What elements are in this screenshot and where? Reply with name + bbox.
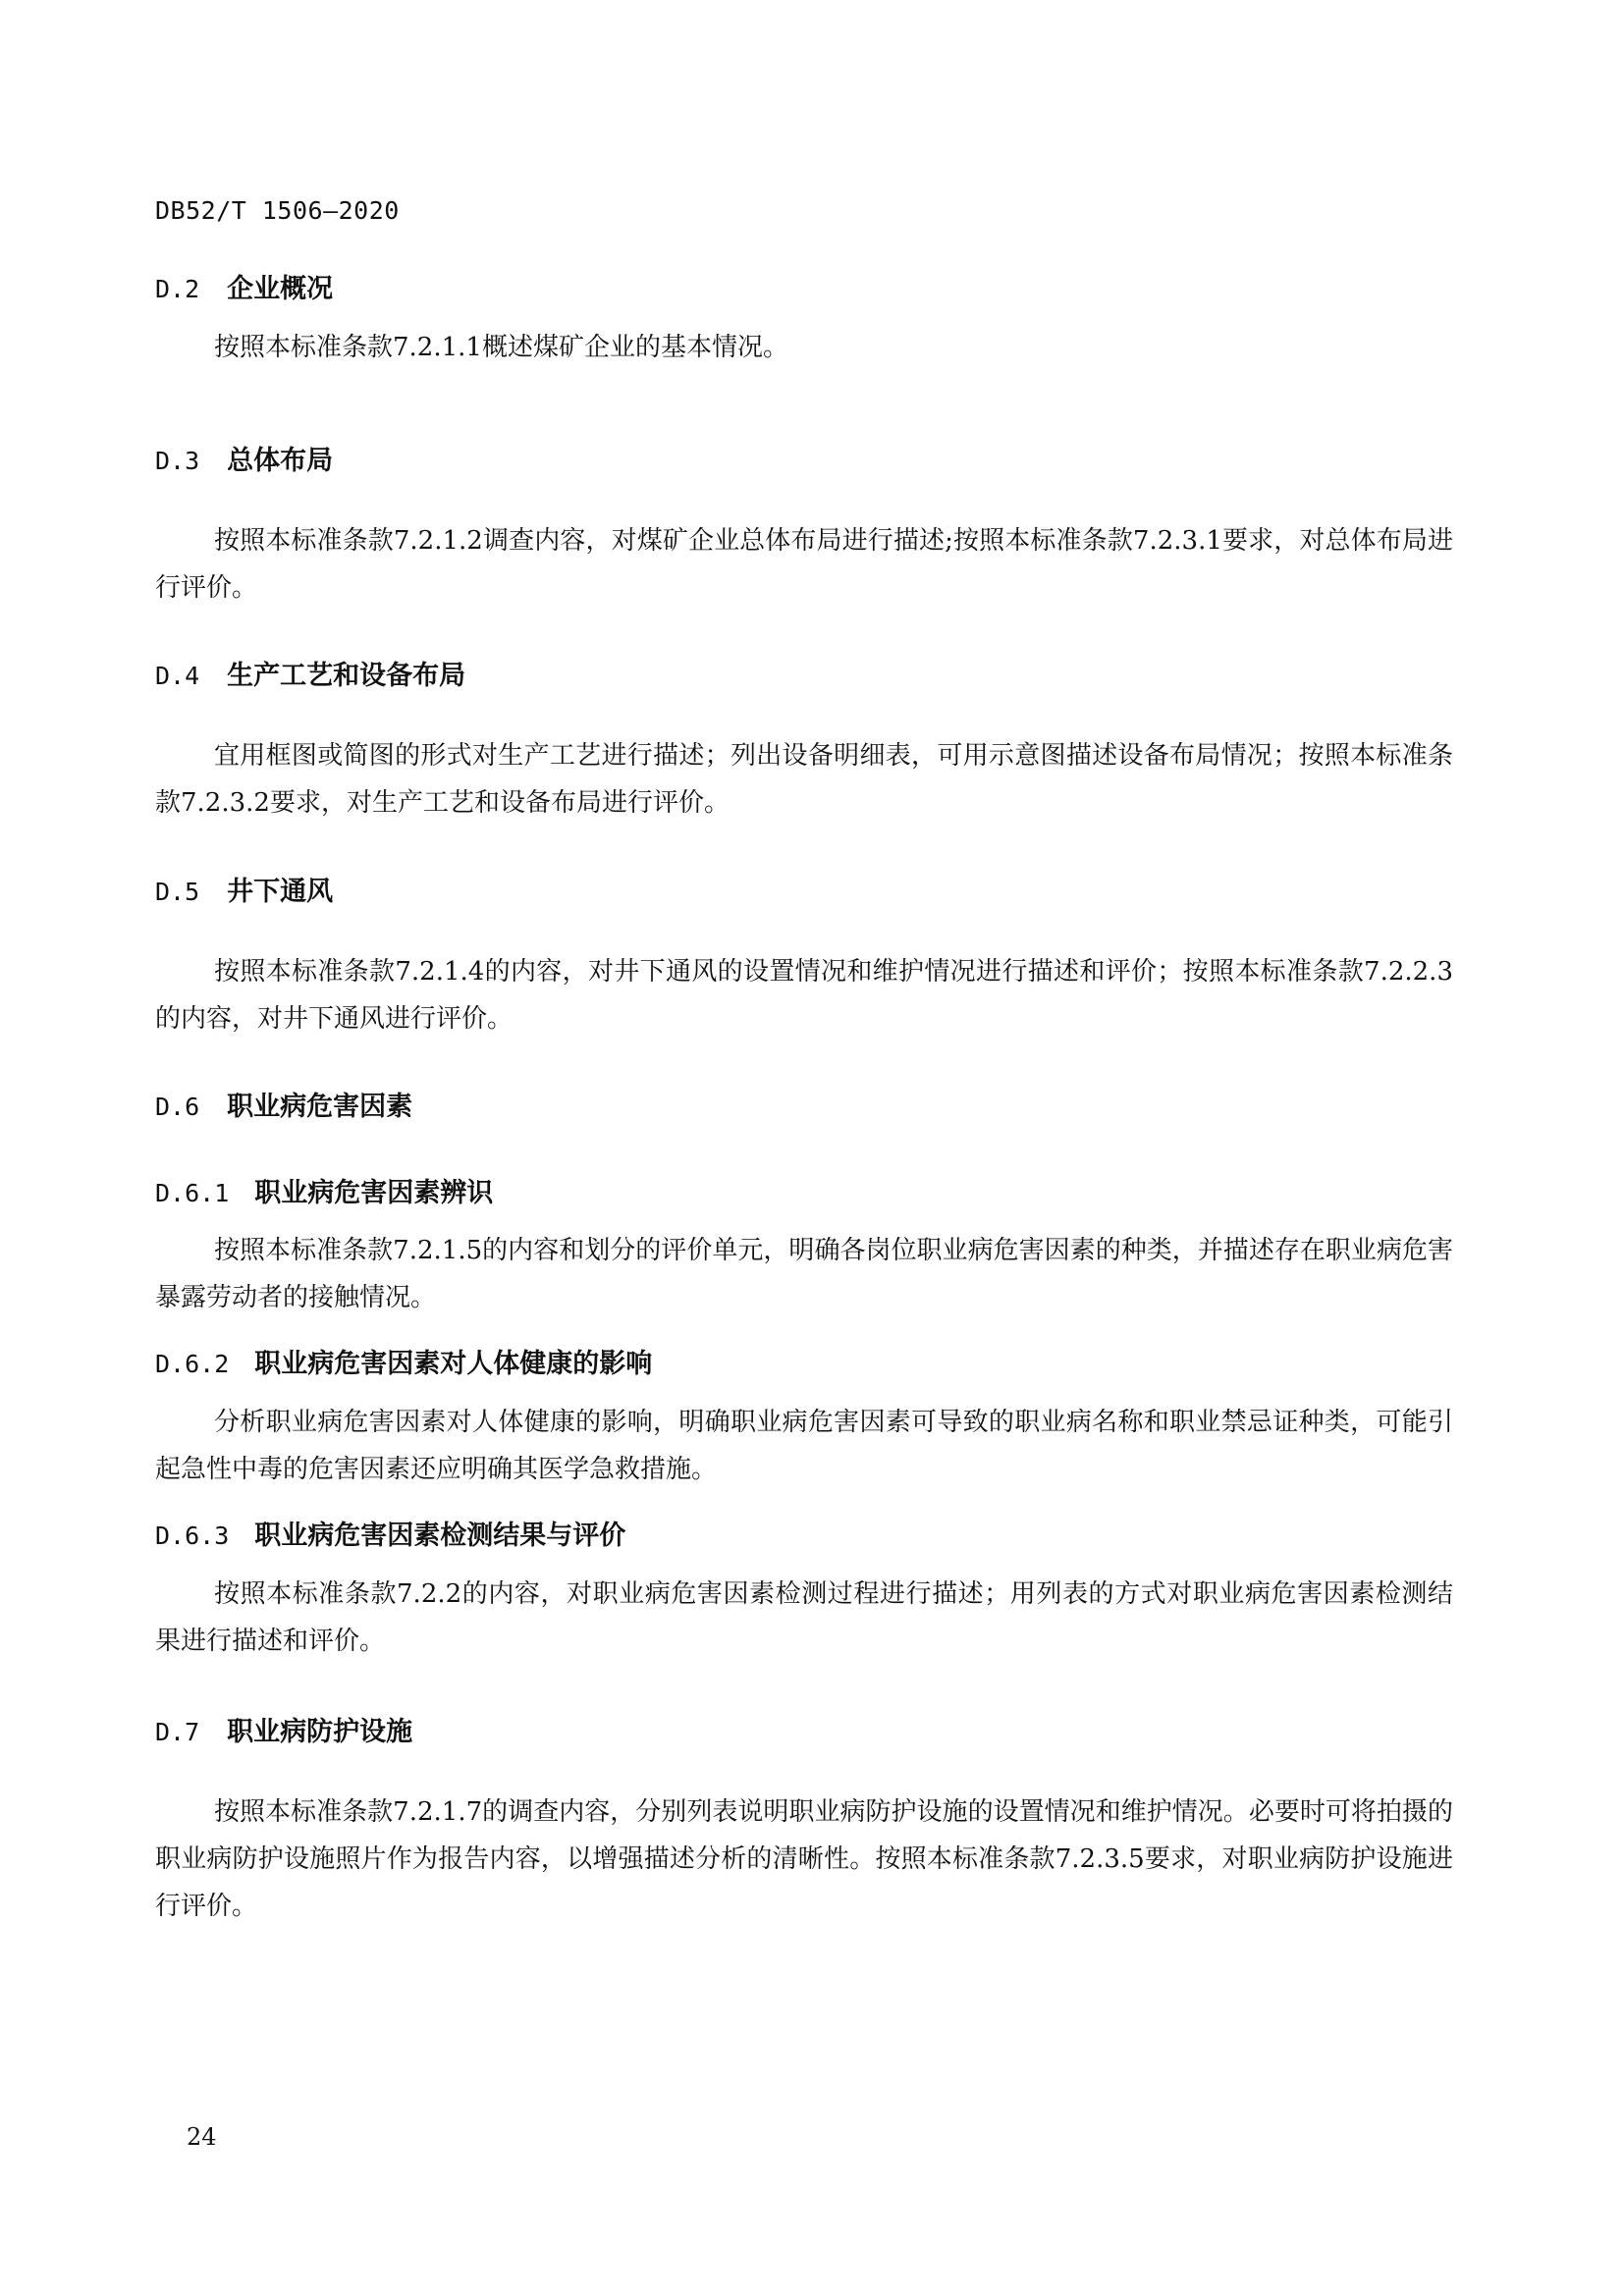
page-number: 24 [187,2123,217,2151]
section-heading-d3 [155,439,333,477]
subsection-paragraph-d62: 分析职业病危害因素对人体健康的影响，明确职业病危害因素可导致的职业病名称和职业禁忌证种类，可能引起急性中毒的危害因素还应明确其医学急救措施。 [155,1408,1453,1484]
section-paragraph-d4: 宜用框图或简图的形式对生产工艺进行描述；列出设备明细表，可用示意图描述设备布局情况；按照本标准条款7.2.3.2要求，对生产工艺和设备布局进行评价。 [155,741,1453,818]
section-number: D.2 [155,275,200,303]
section-title: 井下通风 [227,877,334,907]
section-heading-d7 [155,1710,412,1748]
section-number: D.4 [155,662,200,690]
section-title: 企业概况 [227,274,334,304]
subsection-heading-d63 [155,1514,625,1552]
subsection-heading-d61 [155,1171,493,1209]
subsection-title: 职业病危害因素检测结果与评价 [254,1521,626,1551]
subsection-paragraph-d63: 按照本标准条款7.2.2的内容，对职业病危害因素检测过程进行描述；用列表的方式对职业病危害因素检测结果进行描述和评价。 [155,1579,1453,1656]
subsection-number: D.6.2 [155,1350,230,1378]
section-title: 职业病防护设施 [227,1717,413,1747]
section-number: D.6 [155,1093,200,1121]
section-heading-d4 [155,654,465,692]
subsection-paragraph-d61: 按照本标准条款7.2.1.5的内容和划分的评价单元，明确各岗位职业病危害因素的种类，并描述存在职业病危害暴露劳动者的接触情况。 [155,1236,1453,1312]
section-heading-d5 [155,870,333,908]
section-paragraph-d2: 按照本标准条款7.2.1.1概述煤矿企业的基本情况。 [214,333,788,362]
subsection-title: 职业病危害因素对人体健康的影响 [254,1349,653,1379]
section-number: D.3 [155,447,200,475]
subsection-number: D.6.3 [155,1522,230,1550]
section-paragraph-d3: 按照本标准条款7.2.1.2调查内容，对煤矿企业总体布局进行描述;按照本标准条款7.2.3.1要求，对总体布局进行评价。 [155,526,1453,603]
document-id: DB52/T 1506—2020 [155,196,400,225]
section-title: 生产工艺和设备布局 [227,661,466,691]
section-paragraph-d7: 按照本标准条款7.2.1.7的调查内容，分别列表说明职业病防护设施的设置情况和维护情况。必要时可将拍摄的职业病防护设施照片作为报告内容，以增强描述分析的清晰性。按照本标准条款7.2.3.5要求，对职业病防护设施进行评价。 [155,1797,1453,1921]
section-number: D.7 [155,1718,200,1746]
subsection-title: 职业病危害因素辨识 [254,1178,494,1208]
subsection-number: D.6.1 [155,1179,230,1207]
section-number: D.5 [155,878,200,906]
section-heading-d2 [155,267,333,305]
section-heading-d6 [155,1085,412,1123]
subsection-heading-d62 [155,1342,652,1380]
section-title: 总体布局 [227,446,334,476]
section-title: 职业病危害因素 [227,1092,413,1122]
section-paragraph-d5: 按照本标准条款7.2.1.4的内容，对井下通风的设置情况和维护情况进行描述和评价；按照本标准条款7.2.2.3的内容，对井下通风进行评价。 [155,957,1453,1034]
